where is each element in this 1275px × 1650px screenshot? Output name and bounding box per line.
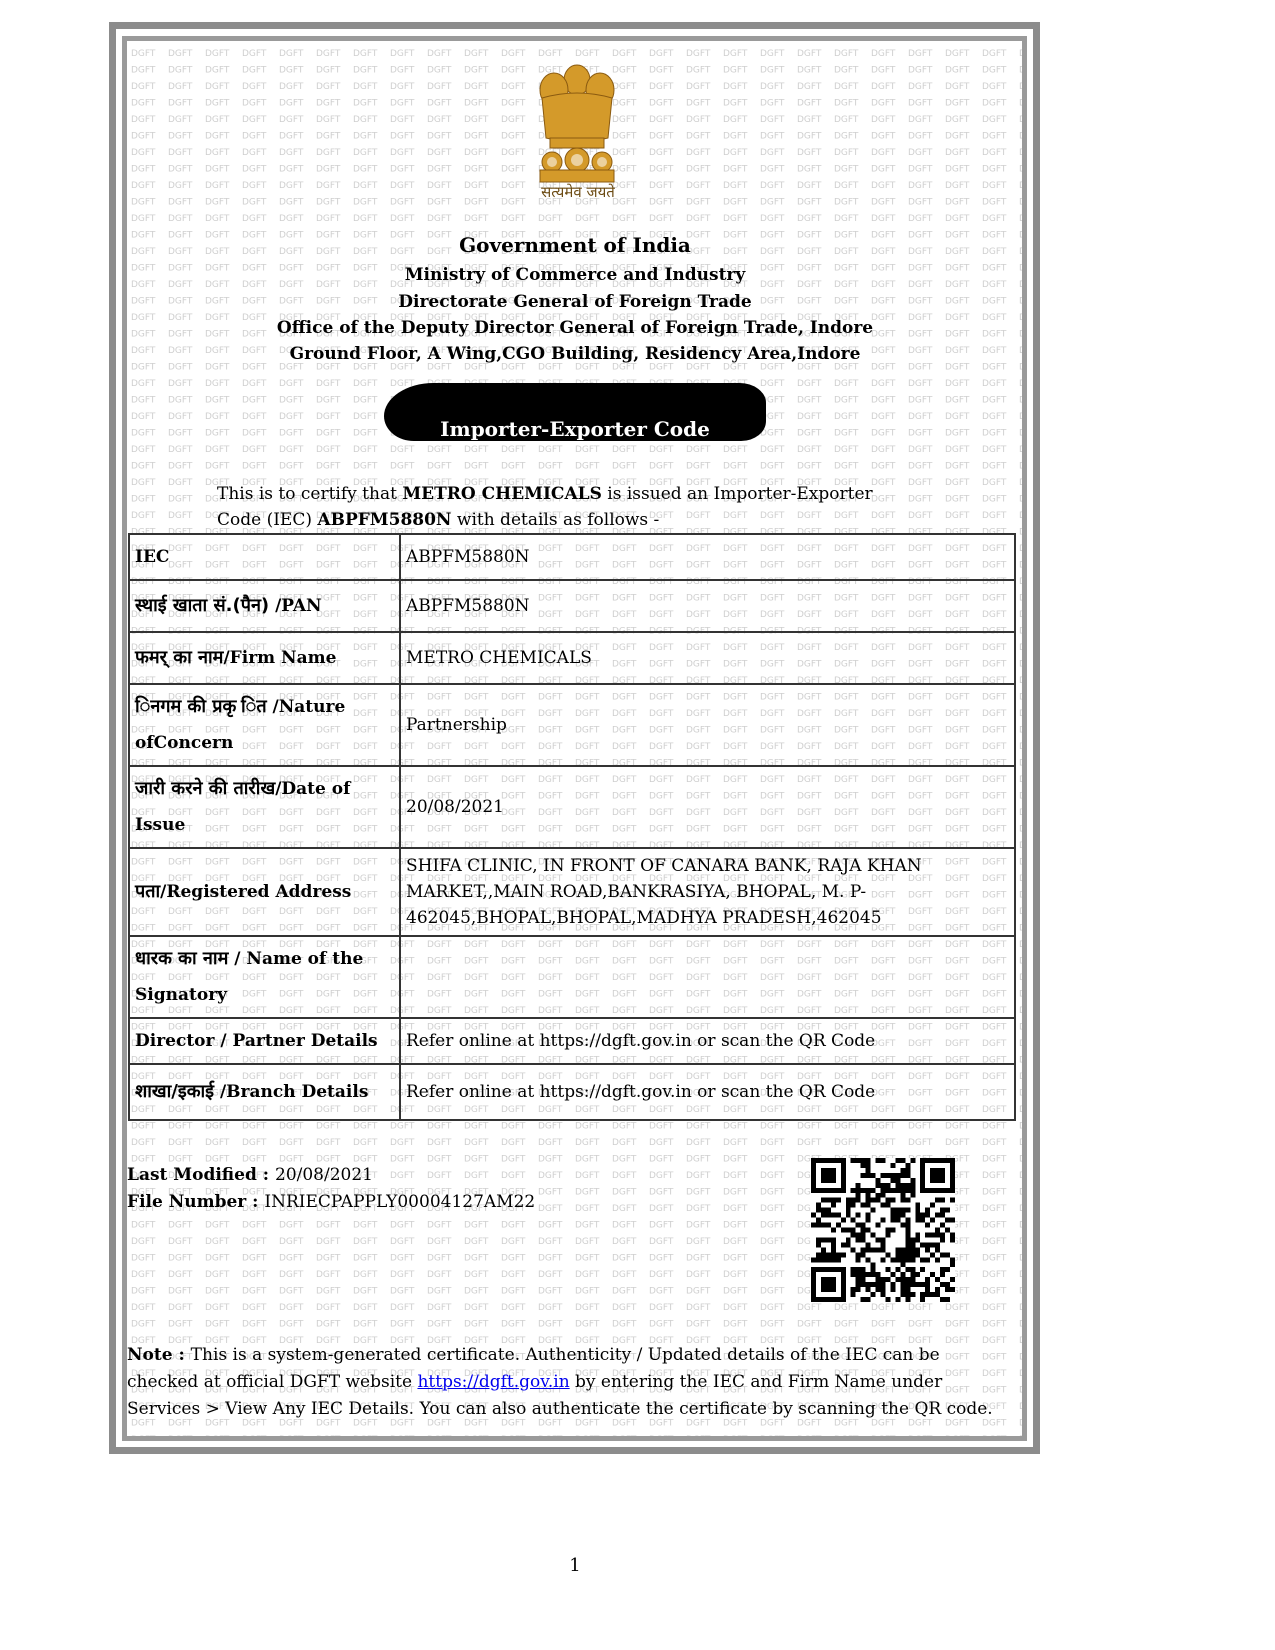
- row-label: पता/Registered Address: [129, 848, 400, 936]
- row-value: METRO CHEMICALS: [400, 632, 1015, 684]
- header-office: Office of the Deputy Director General of Foreign Trade, Indore: [276, 318, 874, 338]
- row-value: Refer online at https://dgft.gov.in or scan the QR Code: [400, 1018, 1015, 1064]
- row-value: ABPFM5880N: [400, 580, 1015, 632]
- cert-text-2: is issued an Importer-Exporter Code (IEC): [217, 484, 873, 530]
- note-label: Note :: [127, 1345, 191, 1365]
- row-label: स्थाई खाता सं.(पैन) /PAN: [129, 580, 400, 632]
- table-row: [129, 1064, 1015, 1120]
- table-row: [129, 936, 1015, 1018]
- authenticity-note: [127, 1342, 997, 1423]
- emblem-motto: सत्यमेव जयते: [541, 183, 615, 201]
- header-directorate: Directorate General of Foreign Trade: [398, 292, 752, 312]
- row-label: िनगम की प्रकृ ित /Nature ofConcern: [129, 684, 400, 766]
- dgft-website-link[interactable]: https://dgft.gov.in: [417, 1372, 570, 1392]
- page-number: 1: [569, 1555, 581, 1576]
- table-row: [129, 684, 1015, 766]
- table-row: [129, 632, 1015, 684]
- file-metadata: [127, 1162, 535, 1216]
- row-label: धारक का नाम / Name of the Signatory: [129, 936, 400, 1018]
- certification-statement: [217, 481, 917, 533]
- table-row: [129, 848, 1015, 936]
- row-label: जारी करने की तारीख/Date of Issue: [129, 766, 400, 848]
- note-text-2: by entering the IEC and Firm Name under Services > View Any IEC Details. You can also authenticate the certificate by scanning the QR code.: [127, 1372, 993, 1419]
- cert-iec: ABPFM5880N: [317, 510, 452, 530]
- last-modified: Last Modified : 20/08/2021: [127, 1165, 373, 1185]
- row-value: Refer online at https://dgft.gov.in or scan the QR Code: [400, 1064, 1015, 1120]
- header-ministry: Ministry of Commerce and Industry: [404, 265, 746, 285]
- table-row: [129, 534, 1015, 580]
- header-address: Ground Floor, A Wing,CGO Building, Residency Area,Indore: [289, 344, 861, 364]
- row-value: SHIFA CLINIC, IN FRONT OF CANARA BANK, RAJA KHAN MARKET,,MAIN ROAD,BANKRASIYA, BHOPAL, M. P-462045,BHOPAL,BHOPAL,MADHYA PRADESH,462045: [400, 848, 1015, 936]
- cert-text-3: with details as follows -: [451, 510, 660, 530]
- qr-code-icon[interactable]: [811, 1158, 955, 1302]
- row-label: IEC: [129, 534, 400, 580]
- row-value: Partnership: [400, 684, 1015, 766]
- row-value: [400, 936, 1015, 1018]
- row-label: फमर् का नाम/Firm Name: [129, 632, 400, 684]
- cert-text-1: This is to certify that: [217, 484, 403, 504]
- row-value: ABPFM5880N: [400, 534, 1015, 580]
- table-row: [129, 766, 1015, 848]
- row-label: Director / Partner Details: [129, 1018, 400, 1064]
- iec-details-table: [128, 533, 1016, 1121]
- table-row: [129, 1018, 1015, 1064]
- header-government: Government of India: [459, 233, 691, 257]
- note-text-1: This is a system-generated certificate. Authenticity / Updated details of the IEC can be checked at official DGFT website: [127, 1345, 940, 1392]
- cert-firm-name: METRO CHEMICALS: [402, 484, 602, 504]
- row-label: शाखा/इकाई /Branch Details: [129, 1064, 400, 1120]
- row-value: 20/08/2021: [400, 766, 1015, 848]
- table-row: [129, 580, 1015, 632]
- file-number: File Number : INRIECPAPPLY00004127AM22: [127, 1192, 536, 1212]
- document-title: Importer-Exporter Code: [440, 417, 710, 441]
